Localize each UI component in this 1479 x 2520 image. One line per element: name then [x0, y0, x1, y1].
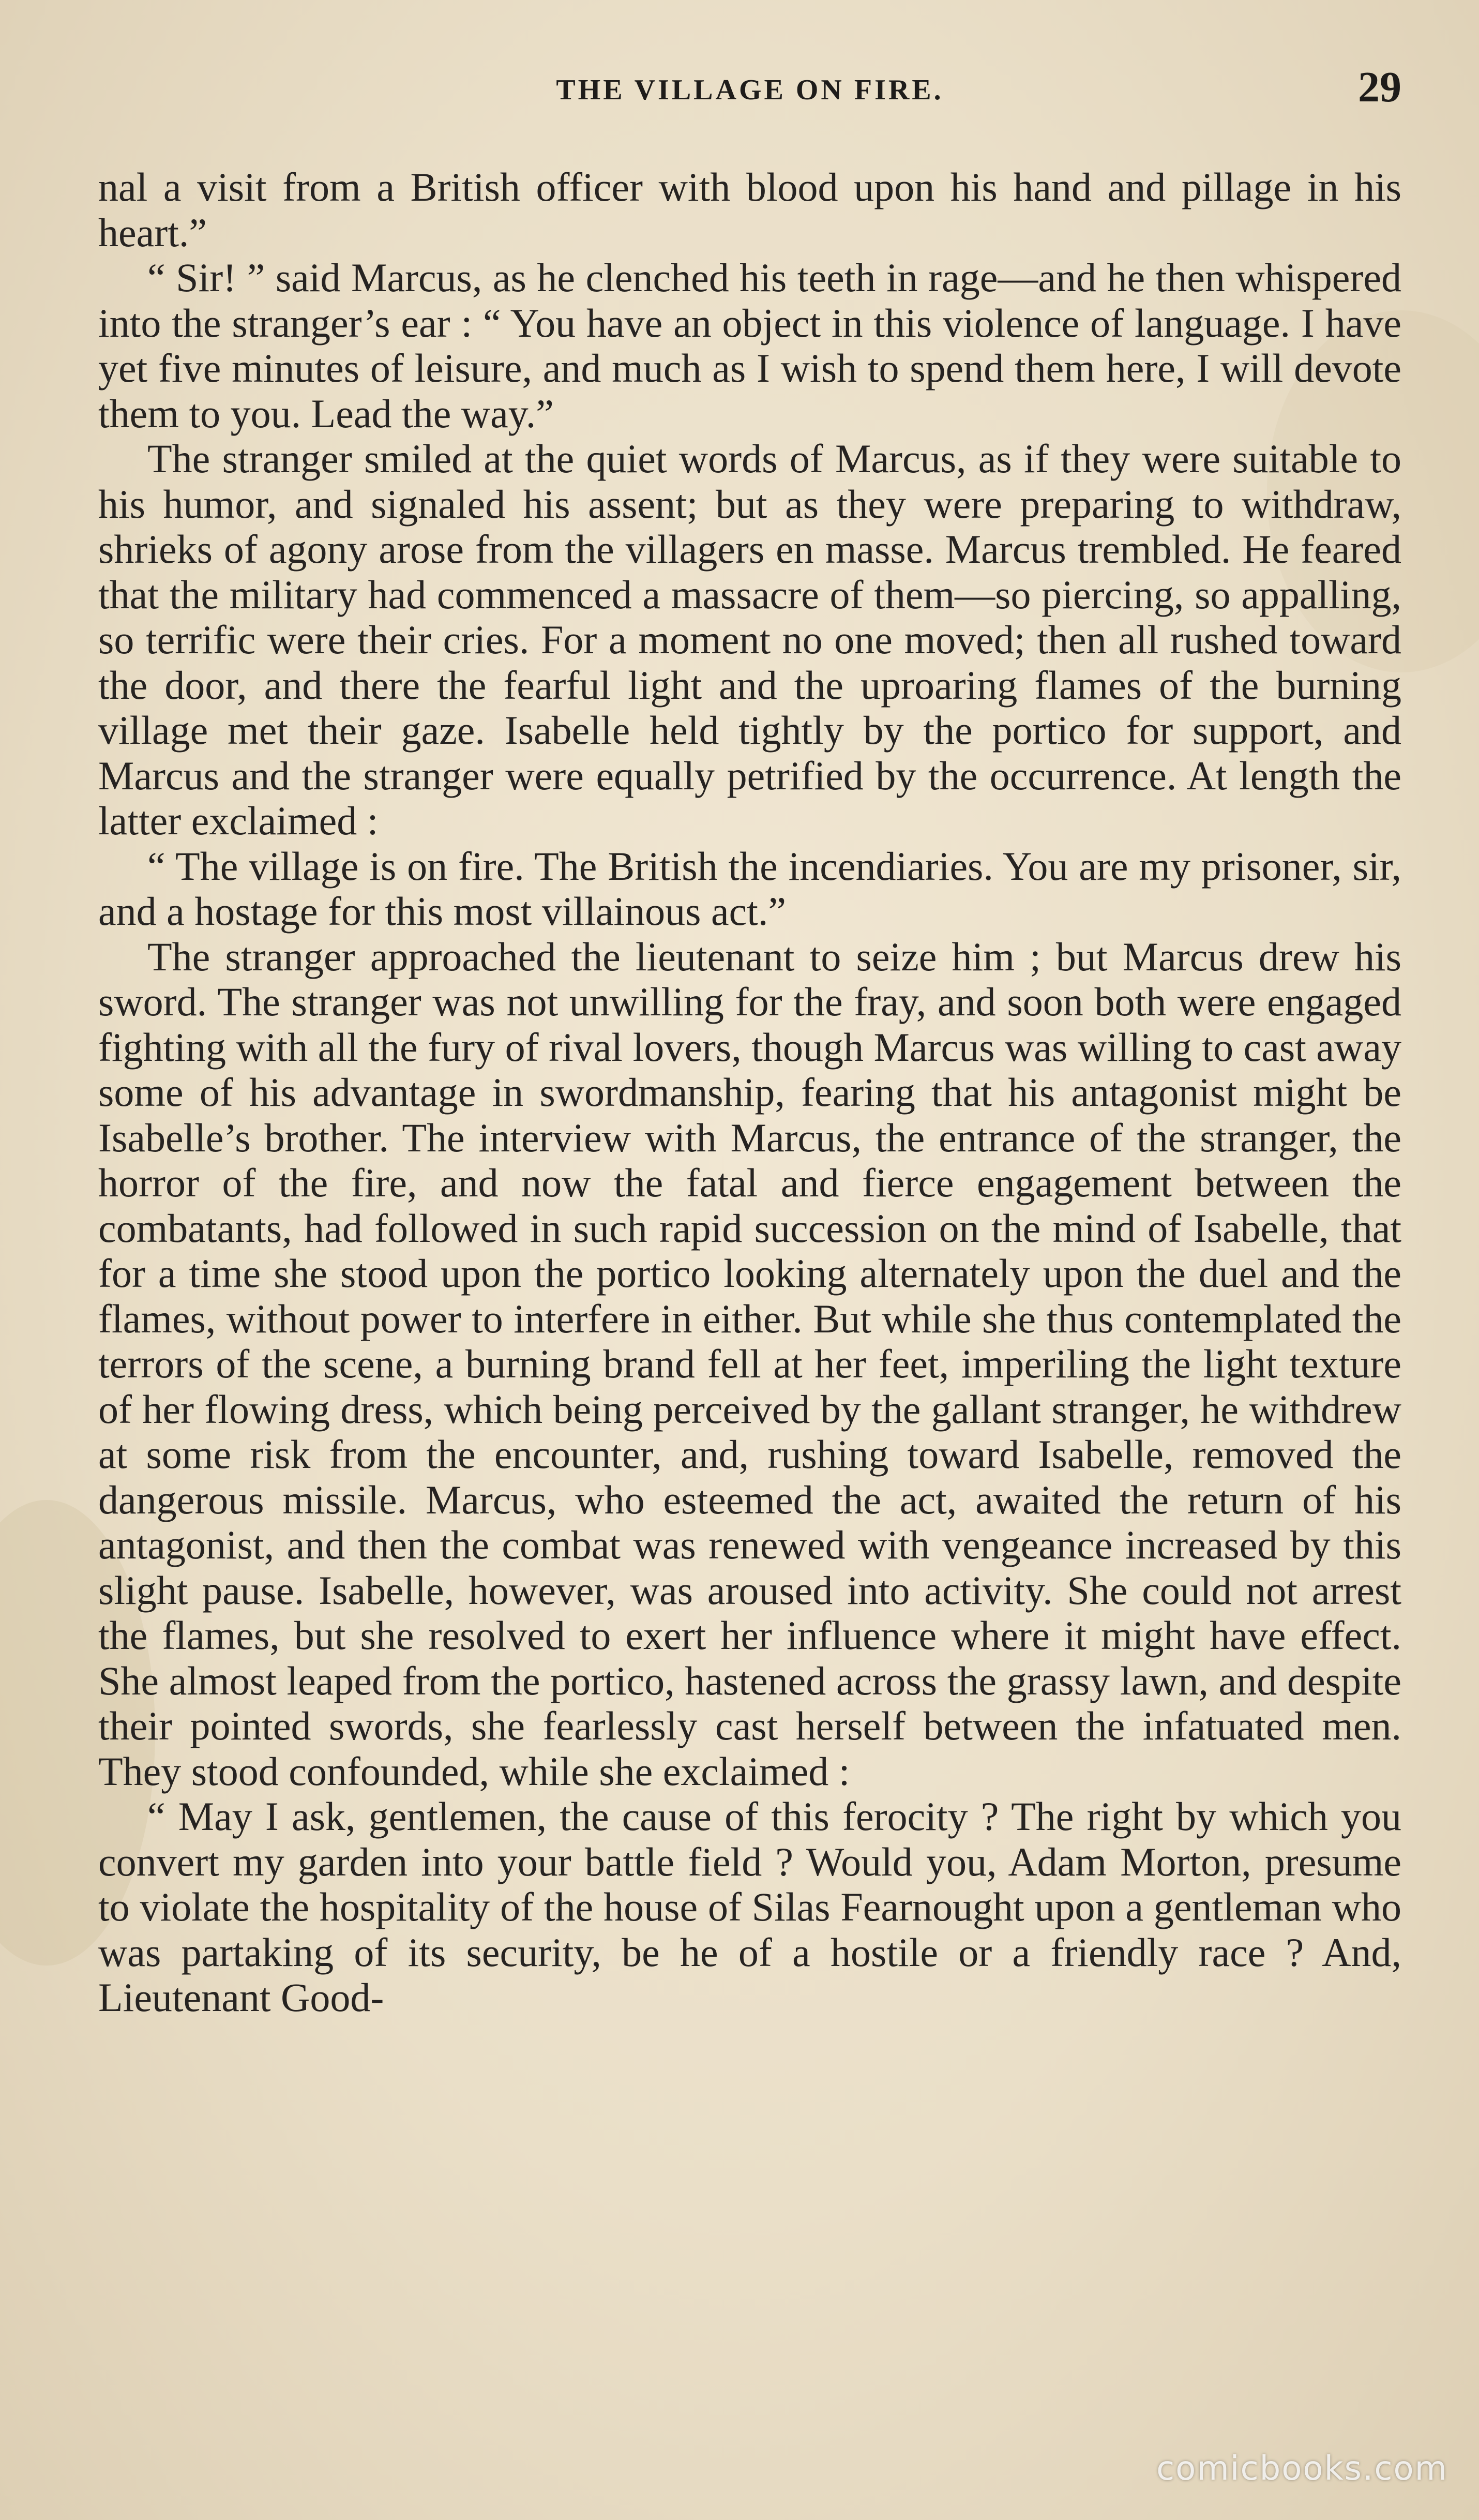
paragraph: nal a visit from a British officer with blood upon his hand and pillage in his heart.”: [98, 164, 1401, 255]
paragraph: “ Sir! ” said Marcus, as he clenched his teeth in rage—and he then whispered into the stranger’s ear : “ You have an object in this violence of language. I have yet five minutes of leisure, and much as I wish to spend them here, I will devote them to you. Lead the way.”: [98, 255, 1401, 436]
watermark: comicbooks.com: [1156, 2450, 1448, 2488]
running-head: THE VILLAGE ON FIRE.: [556, 74, 944, 106]
paragraph: “ May I ask, gentlemen, the cause of this ferocity ? The right by which you convert my garden into your battle field ? Would you, Adam Morton, presume to violate the hospitality of the house of Silas Fearnought upon a gentleman who was partaking of its security, be he of a hostile or a friendly race ? And, Lieutenant Good-: [98, 1794, 1401, 2020]
paragraph: The stranger approached the lieutenant to seize him ; but Marcus drew his sword. The stranger was not unwilling for the fray, and soon both were engaged fighting with all the fury of rival lovers, though Marcus was willing to cast away some of his advantage in swordmanship, fearing that his antagonist might be Isabelle’s brother. The interview with Marcus, the entrance of the stranger, the horror of the fire, and now the fatal and fierce engagement between the combatants, had followed in such rapid succession on the mind of Isabelle, that for a time she stood upon the portico looking alternately upon the duel and the flames, without power to interfere in either. But while she thus contemplated the terrors of the scene, a burning brand fell at her feet, imperiling the light texture of her flowing dress, which being perceived by the gallant stranger, he withdrew at some risk from the encounter, and, rushing toward Isabelle, removed the dangerous missile. Marcus, who esteemed the act, awaited the return of his antagonist, and then the combat was renewed with vengeance increased by this slight pause. Isabelle, however, was aroused into activity. She could not arrest the flames, but she resolved to exert her influence where it might have effect. She almost leaped from the portico, hastened across the grassy lawn, and despite their pointed swords, she fearlessly cast herself between the infatuated men. They stood confounded, while she exclaimed :: [98, 934, 1401, 1794]
paragraph: “ The village is on fire. The British the incendiaries. You are my prisoner, sir, and a hostage for this most villainous act.”: [98, 843, 1401, 934]
page-number: 29: [1358, 63, 1401, 111]
page-header: [98, 62, 1401, 119]
paragraph: The stranger smiled at the quiet words of Marcus, as if they were suitable to his humor, and signaled his assent; but as they were preparing to withdraw, shrieks of agony arose from the villagers en masse. Marcus trembled. He feared that the military had commenced a massacre of them—so piercing, so appalling, so terrific were their cries. For a moment no one moved; then all rushed toward the door, and there the fearful light and the uproaring flames of the burning village met their gaze. Isabelle held tightly by the portico for support, and Marcus and the stranger were equally petrified by the occurrence. At length the latter exclaimed :: [98, 436, 1401, 843]
body-text: [98, 164, 1401, 2020]
